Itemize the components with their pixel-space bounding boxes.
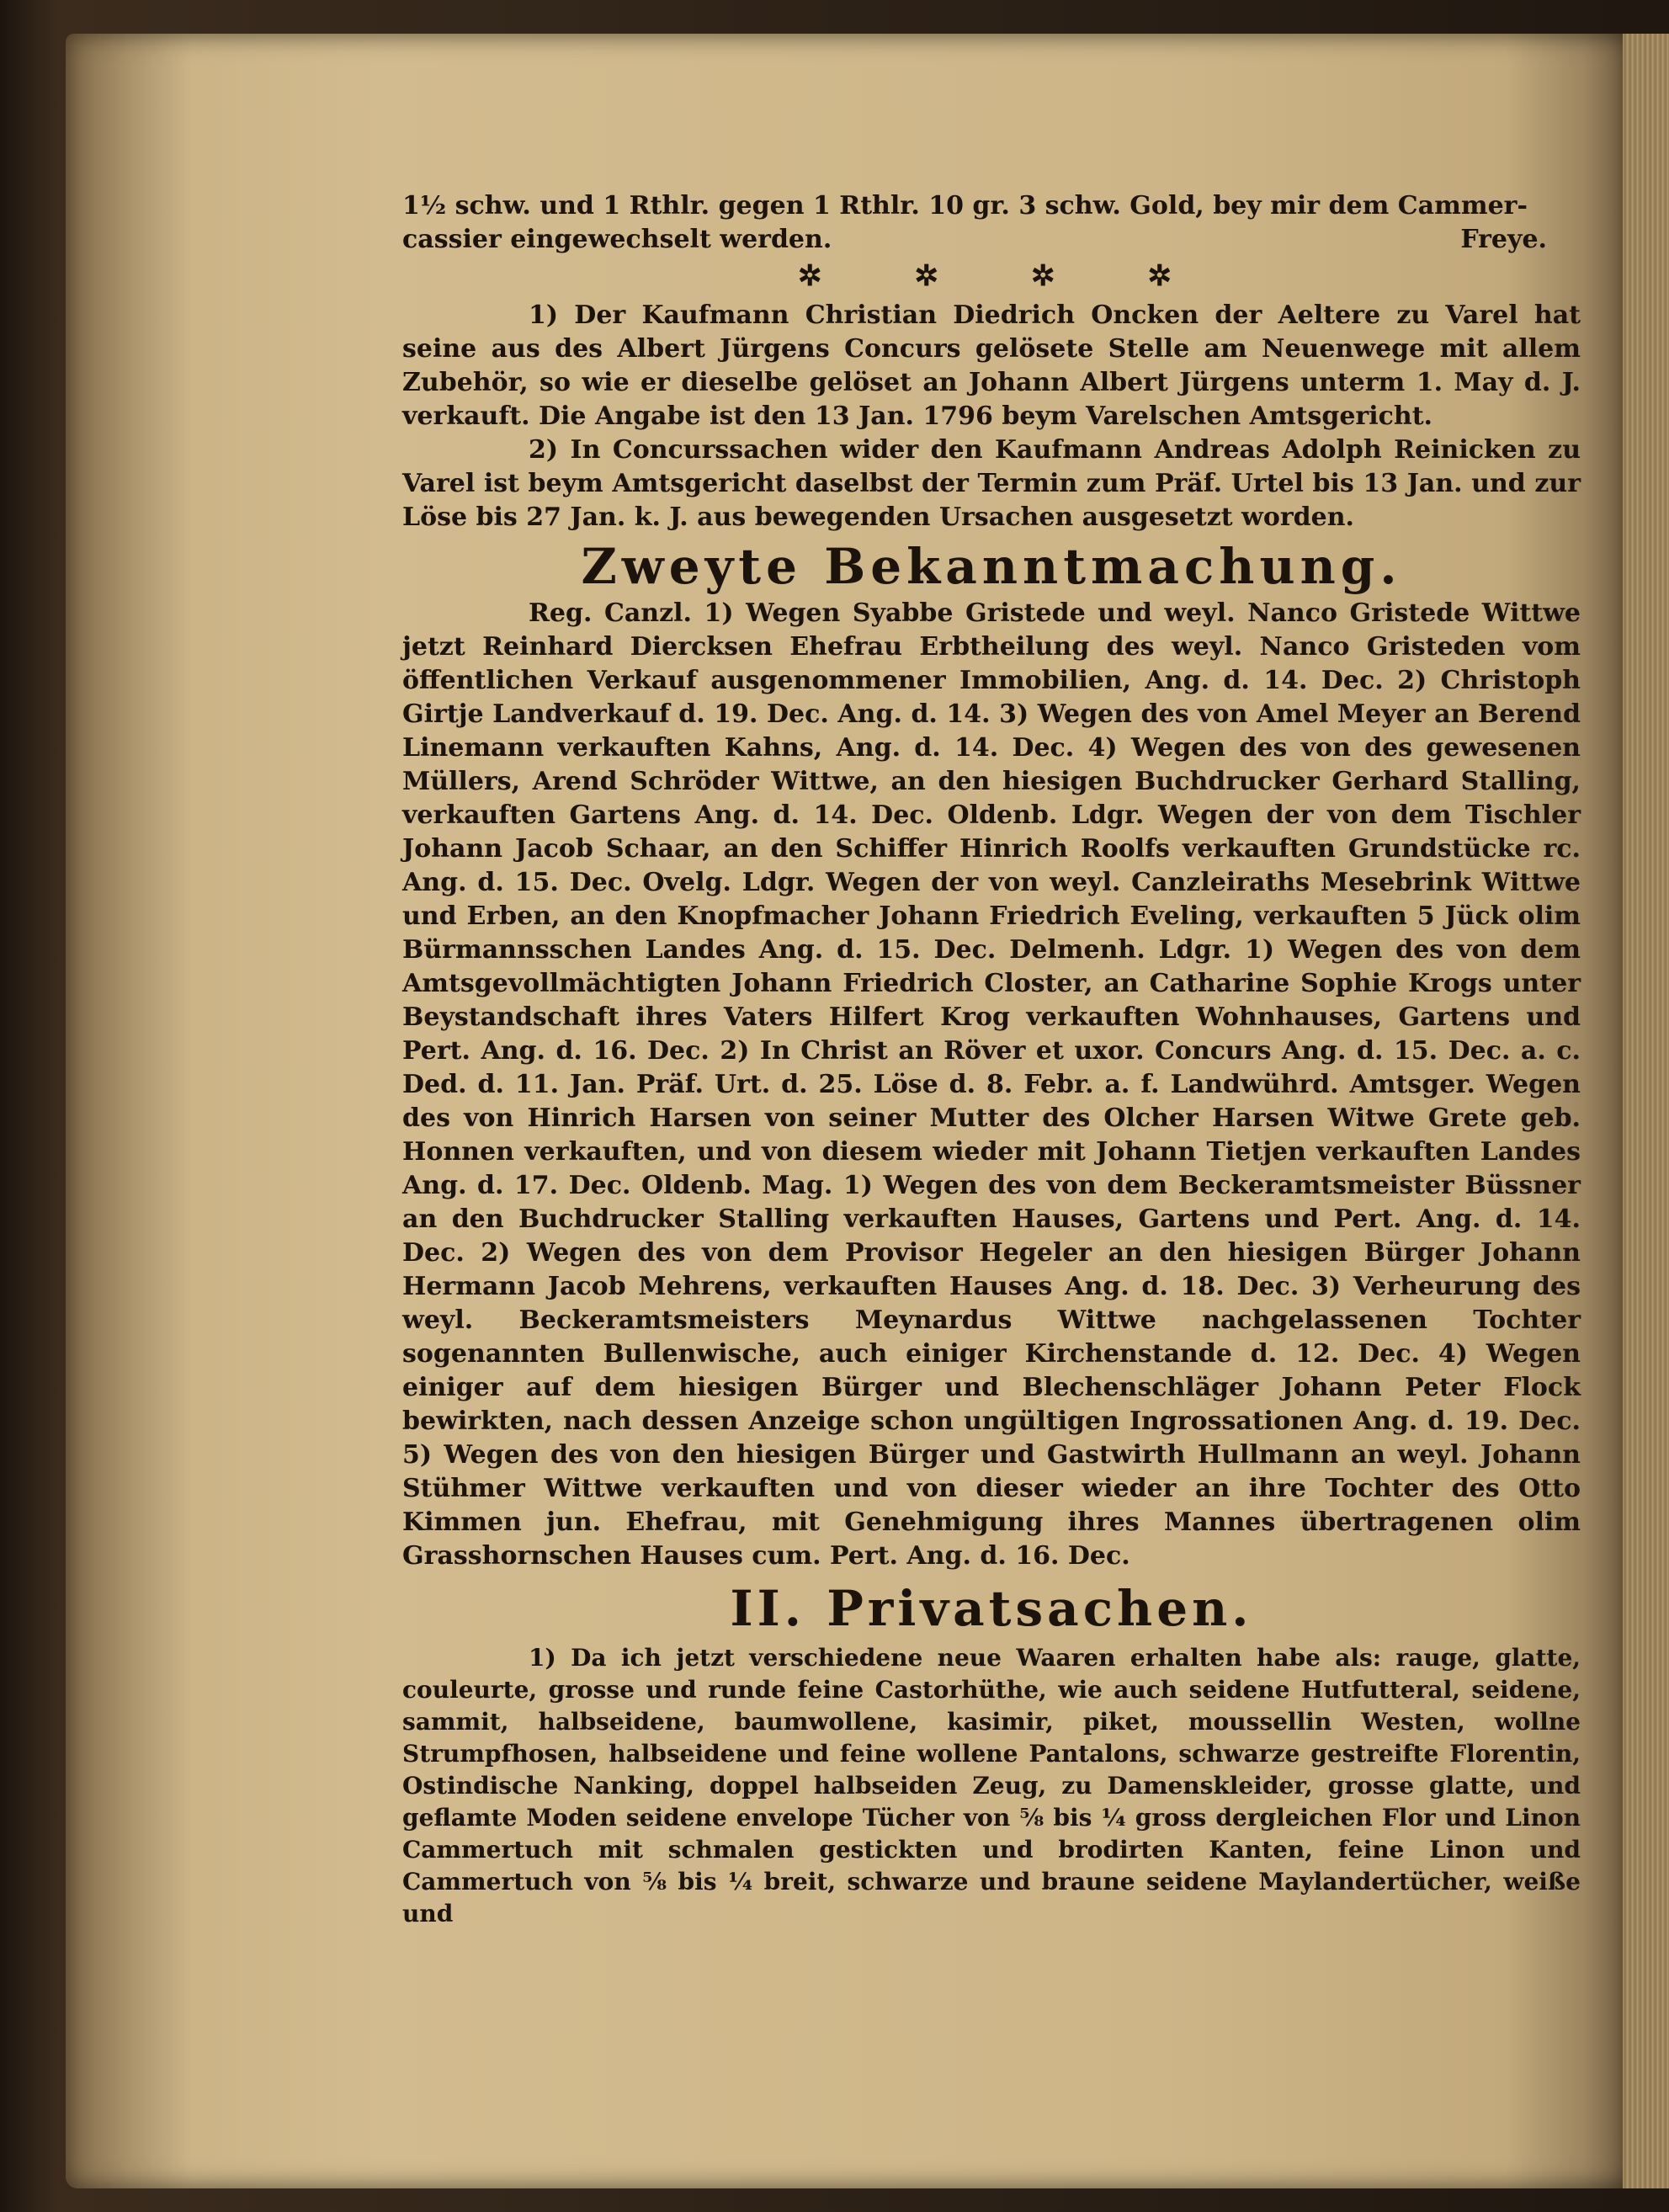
page-edge-stack xyxy=(1623,34,1669,2188)
top-line-1: 1½ schw. und 1 Rthlr. gegen 1 Rthlr. 10 gr. 3 schw. Gold, bey mir dem Cammer- xyxy=(402,191,1528,221)
ornament-icon: ✲ xyxy=(798,259,822,293)
ornament-icon: ✲ xyxy=(1147,259,1172,293)
notice-2: 2) In Concurssachen wider den Kaufmann Andreas Adolph Reinicken zu Varel ist beym Amtsgericht daselbst der Termin zum Präf. Urtel bis 13 Jan. und zur Löse bis 27 Jan. k. J. aus bewegenden Ursachen ausgesetzt worden. xyxy=(402,435,1581,532)
ornament-icon: ✲ xyxy=(914,259,938,293)
private-matters-body: 1) Da ich jetzt verschiedene neue Waaren erhalten habe als: rauge, glatte, couleurte, grosse und runde feine Castorhüthe, wie auch seidene Hutfutteral, seidene, sammit, halbseidene, baumwollene, kasimir, piket, moussellin Westen, wollne Strumpfhosen, halbseidene und feine wollene Pantalons, schwarze gestreifte Florentin, Ostindische Nanking, doppel halbseiden Zeug, zu Damenskleider, grosse glatte, und geflamte Moden seidene envelope Tücher von ⅝ bis ¼ gross dergleichen Flor und Linon Cammertuch mit schmalen gestickten und brodirten Kanten, feine Linon und Cammertuch von ⅝ bis ¼ breit, schwarze und braune seidene Maylandertücher, weiße und xyxy=(402,1644,1581,1928)
second-announcement-body: Reg. Canzl. 1) Wegen Syabbe Gristede und weyl. Nanco Gristede Wittwe jetzt Reinhard Diercksen Ehefrau Erbtheilung des weyl. Nanco Gristeden vom öffentlichen Verkauf ausgenommener Immobilien, Ang. d. 14. Dec. 2) Christoph Girtje Landverkauf d. 19. Dec. Ang. d. 14. 3) Wegen des von Amel Meyer an Berend Linemann verkauften Kahns, Ang. d. 14. Dec. 4) Wegen des von des gewesenen Müllers, Arend Schröder Wittwe, an den hiesigen Buchdrucker Gerhard Stalling, verkauften Gartens Ang. d. 14. Dec. Oldenb. Ldgr. Wegen der von dem Tischler Johann Jacob Schaar, an den Schiffer Hinrich Roolfs verkauften Grundstücke rc. Ang. d. 15. Dec. Ovelg. Ldgr. Wegen der von weyl. Canzleiraths Mesebrink Wittwe und Erben, an den Knopfmacher Johann Friedrich Eveling, verkauften 5 Jück olim Bürmannsschen Landes Ang. d. 15. Dec. Delmenh. Ldgr. 1) Wegen des von dem Amtsgevollmächtigten Johann Friedrich Closter, an Catharine Sophie Krogs unter Beystandschaft ihres Vaters Hilfert Krog verkauften Wohnhauses, Gartens und Pert. Ang. d. 16. Dec. 2) In Christ an Röver et uxor. Concurs Ang. d. 15. Dec. a. c. Ded. d. 11. Jan. Präf. Urt. d. 25. Löse d. 8. Febr. a. f. Landwührd. Amtsger. Wegen des von Hinrich Harsen von seiner Mutter des Olcher Harsen Witwe Grete geb. Honnen verkauften, und von diesem wieder mit Johann Tietjen verkauften Landes Ang. d. 17. Dec. Oldenb. Mag. 1) Wegen des von dem Beckeramtsmeister Büssner an den Buchdrucker Stalling verkauften Hauses, Gartens und Pert. Ang. d. 14. Dec. 2) Wegen des von dem Provisor Hegeler an den hiesigen Bürger Johann Hermann Jacob Mehrens, verkauften Hauses Ang. d. 18. Dec. 3) Verheurung des weyl. Beckeramtsmeisters Meynardus Wittwe nachgelassenen Tochter sogenannten Bullenwische, auch einiger Kirchenstande d. 12. Dec. 4) Wegen einiger auf dem hiesigen Bürger und Blechenschläger Johann Peter Flock bewirkten, nach dessen Anzeige schon ungültigen Ingrossationen Ang. d. 19. Dec. 5) Wegen des von den hiesigen Bürger und Gastwirth Hullmann an weyl. Johann Stühmer Wittwe verkauften und von dieser wieder an ihre Tochter des Otto Kimmen jun. Ehefrau, mit Genehmigung ihres Mannes übertragenen olim Grasshornschen Hauses cum. Pert. Ang. d. 16. Dec. xyxy=(402,598,1581,1571)
top-line-2: cassier eingewechselt werden. xyxy=(402,225,832,254)
ornament-row xyxy=(798,257,1581,295)
page-text xyxy=(402,189,1581,1930)
top-signature: Freye. xyxy=(1460,225,1547,254)
notice-1: 1) Der Kaufmann Christian Diedrich Oncken der Aeltere zu Varel hat seine aus des Albert Jürgens Concurs gelösete Stelle am Neuenwege mit allem Zubehör, so wie er dieselbe gelöset an Johann Albert Jürgens unterm 1. May d. J. verkauft. Die Angabe ist den 13 Jan. 1796 beym Varelschen Amtsgericht. xyxy=(402,300,1581,431)
page-gutter-shadow xyxy=(66,34,192,2188)
ornament-icon: ✲ xyxy=(1031,259,1055,293)
heading-private-matters: II. Privatsachen. xyxy=(730,1580,1253,1637)
heading-second-announcement: Zweyte Bekanntmachung. xyxy=(581,538,1402,595)
top-line-2-row xyxy=(402,223,1581,257)
